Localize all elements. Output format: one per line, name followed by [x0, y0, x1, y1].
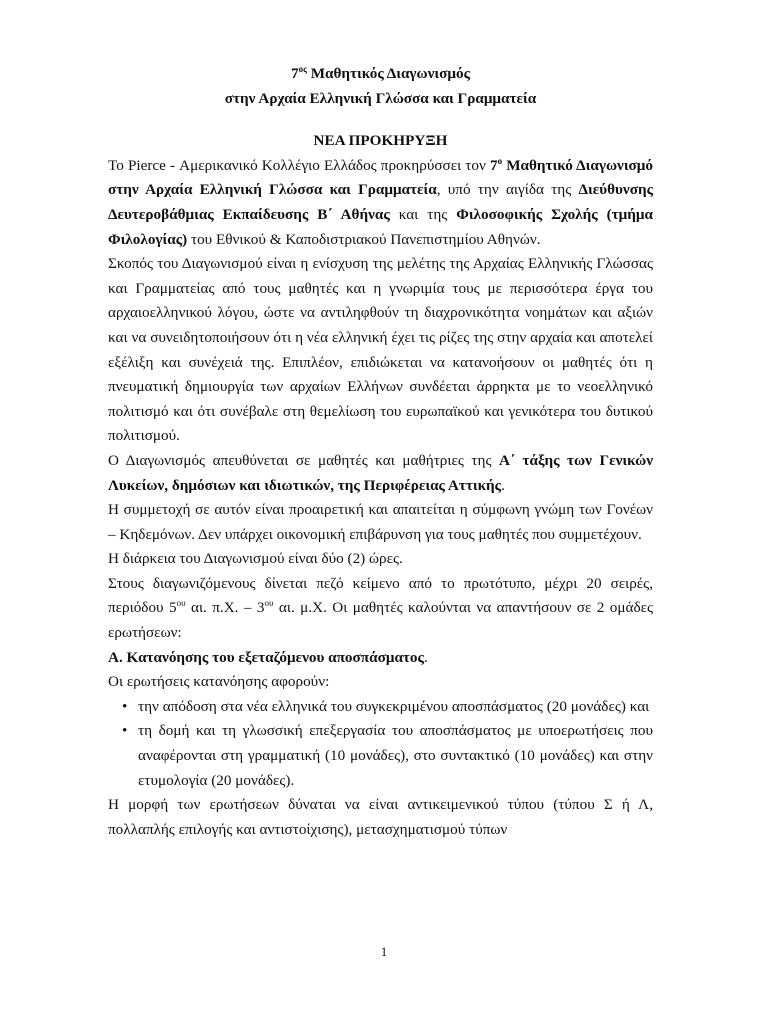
- section-a-heading: [108, 646, 653, 671]
- audience-target: Α΄ τάξης των Γενικών Λυκείων, δημόσιων και ιδιωτικών, της Περιφέρειας Αττικής: [108, 451, 653, 494]
- century-ordinal-2: ου: [264, 598, 274, 609]
- spacer: [108, 111, 653, 129]
- document-page: [108, 62, 653, 842]
- document-title: [108, 62, 653, 87]
- form-paragraph: Η μορφή των ερωτήσεων δύναται να είναι αντικειμενικού τύπου (τύπου Σ ή Λ, πολλαπλής επιλογής και αντιστοίχισης), μετασχηματισμού τύπων: [108, 796, 653, 838]
- participation-paragraph: Η συμμετοχή σε αυτόν είναι προαιρετική και απαιτείται η σύμφωνη γνώμη των Γονέων – Κηδεμόνων. Δεν υπάρχει οικονομική επιβάρυνση για τους μαθητές που συμμετέχουν.: [108, 501, 653, 543]
- century-ordinal-1: ου: [176, 598, 186, 609]
- bullet-icon: •: [122, 722, 128, 740]
- bullet-list: [108, 695, 653, 793]
- announcement-heading: ΝΕΑ ΠΡΟΚΗΡΥΞΗ: [313, 132, 448, 150]
- purpose-paragraph: Σκοπός του Διαγωνισμού είναι η ενίσχυση της μελέτης της Αρχαίας Ελληνικής Γλώσσας και Γραμματείας από τους μαθητές και η γνωριμία τους με περισσότερα έργα του αρχαιοελληνικού λόγου, ώστε να αντιληφθούν τη διαχρονικότητα νοημάτων και αξιών και να συνειδητοποιήσουν ότι η νέα ελληνική έχει τις ρίζες της στην αρχαία και αποτελεί εξέλιξη και συνέχειά της. Επιπλέον, επιδιώκεται να κατανοήσουν οι μαθητές ότι η πνευματική δημιουργία των αρχαίων Ελλήνων συνδέεται άρρηκτα με το νεοελληνικό πολιτισμό και ότι συνέβαλε στη θεμελίωση του ευρωπαϊκού και γενικότερα του δυτικού πολιτισμού.: [108, 255, 653, 445]
- list-item-text: τη δομή και τη γλωσσική επεξεργασία του αποσπάσματος με υποερωτήσεις που αναφέρονται στη γραμματική (10 μονάδες), στο συντακτικό (10 μονάδες) και στην ετυμολογία (20 μονάδες).: [138, 722, 653, 789]
- duration-paragraph: Η διάρκεια του Διαγωνισμού είναι δύο (2) ώρες.: [108, 550, 403, 568]
- text-info-2: αι. π.Χ. – 3: [185, 599, 265, 617]
- text-info-paragraph: [108, 572, 653, 646]
- title-number: 7: [291, 65, 299, 82]
- intro-text: Το Pierce - Αμερικανικό Κολλέγιο Ελλάδος προκηρύσσει τον: [108, 156, 490, 174]
- section-a-period: .: [423, 648, 428, 666]
- text-info-1: Στους διαγωνιζόμενους δίνεται πεζό κείμενο από το πρωτότυπο, μέχρι 20 σειρές, περιόδου 5: [108, 574, 653, 617]
- directorate-name: Διεύθυνσης Δευτεροβάθμιας Εκπαίδευσης Β΄ Αθήνας: [108, 181, 653, 223]
- contest-ordinal: ο: [497, 155, 503, 166]
- faculty-name: Φιλοσοφικής Σχολής (τμήμα Φιλολογίας): [108, 205, 653, 248]
- audience-text: Ο Διαγωνισμός απευθύνεται σε μαθητές και μαθήτριες της: [108, 451, 499, 469]
- section-a-title: Α. Κατανόησης του εξεταζόμενου αποσπάσματος: [108, 648, 424, 666]
- list-item: [108, 719, 653, 793]
- contest-title: Μαθητικό Διαγωνισμό στην Αρχαία Ελληνική Γλώσσα και Γραμματεία: [108, 156, 654, 199]
- list-item: [108, 695, 653, 720]
- contest-number: 7: [489, 156, 498, 174]
- title-rest: Μαθητικός Διαγωνισμός: [306, 65, 470, 82]
- section-a-intro: Οι ερωτήσεις κατανόησης αφορούν:: [108, 673, 330, 691]
- page-number: 1: [380, 944, 388, 959]
- intro-paragraph: [108, 154, 653, 252]
- audience-end: .: [501, 476, 505, 494]
- bullet-icon: •: [122, 697, 128, 715]
- list-item-text: την απόδοση στα νέα ελληνικά του συγκεκριμένου αποσπάσματος (20 μονάδες) και: [138, 697, 650, 715]
- audience-paragraph: [108, 449, 653, 498]
- intro-text-3: και της: [389, 205, 457, 223]
- text-info-3: αι. μ.Χ. Οι μαθητές καλούνται να απαντήσουν σε 2 ομάδες ερωτήσεων:: [108, 599, 653, 642]
- intro-text-2: , υπό την αιγίδα της: [436, 181, 579, 199]
- intro-text-4: του Εθνικού & Καποδιστριακού Πανεπιστημίου Αθηνών.: [187, 230, 541, 248]
- title-ordinal: ος: [298, 63, 307, 74]
- document-subtitle: στην Αρχαία Ελληνική Γλώσσα και Γραμματεία: [224, 89, 537, 107]
